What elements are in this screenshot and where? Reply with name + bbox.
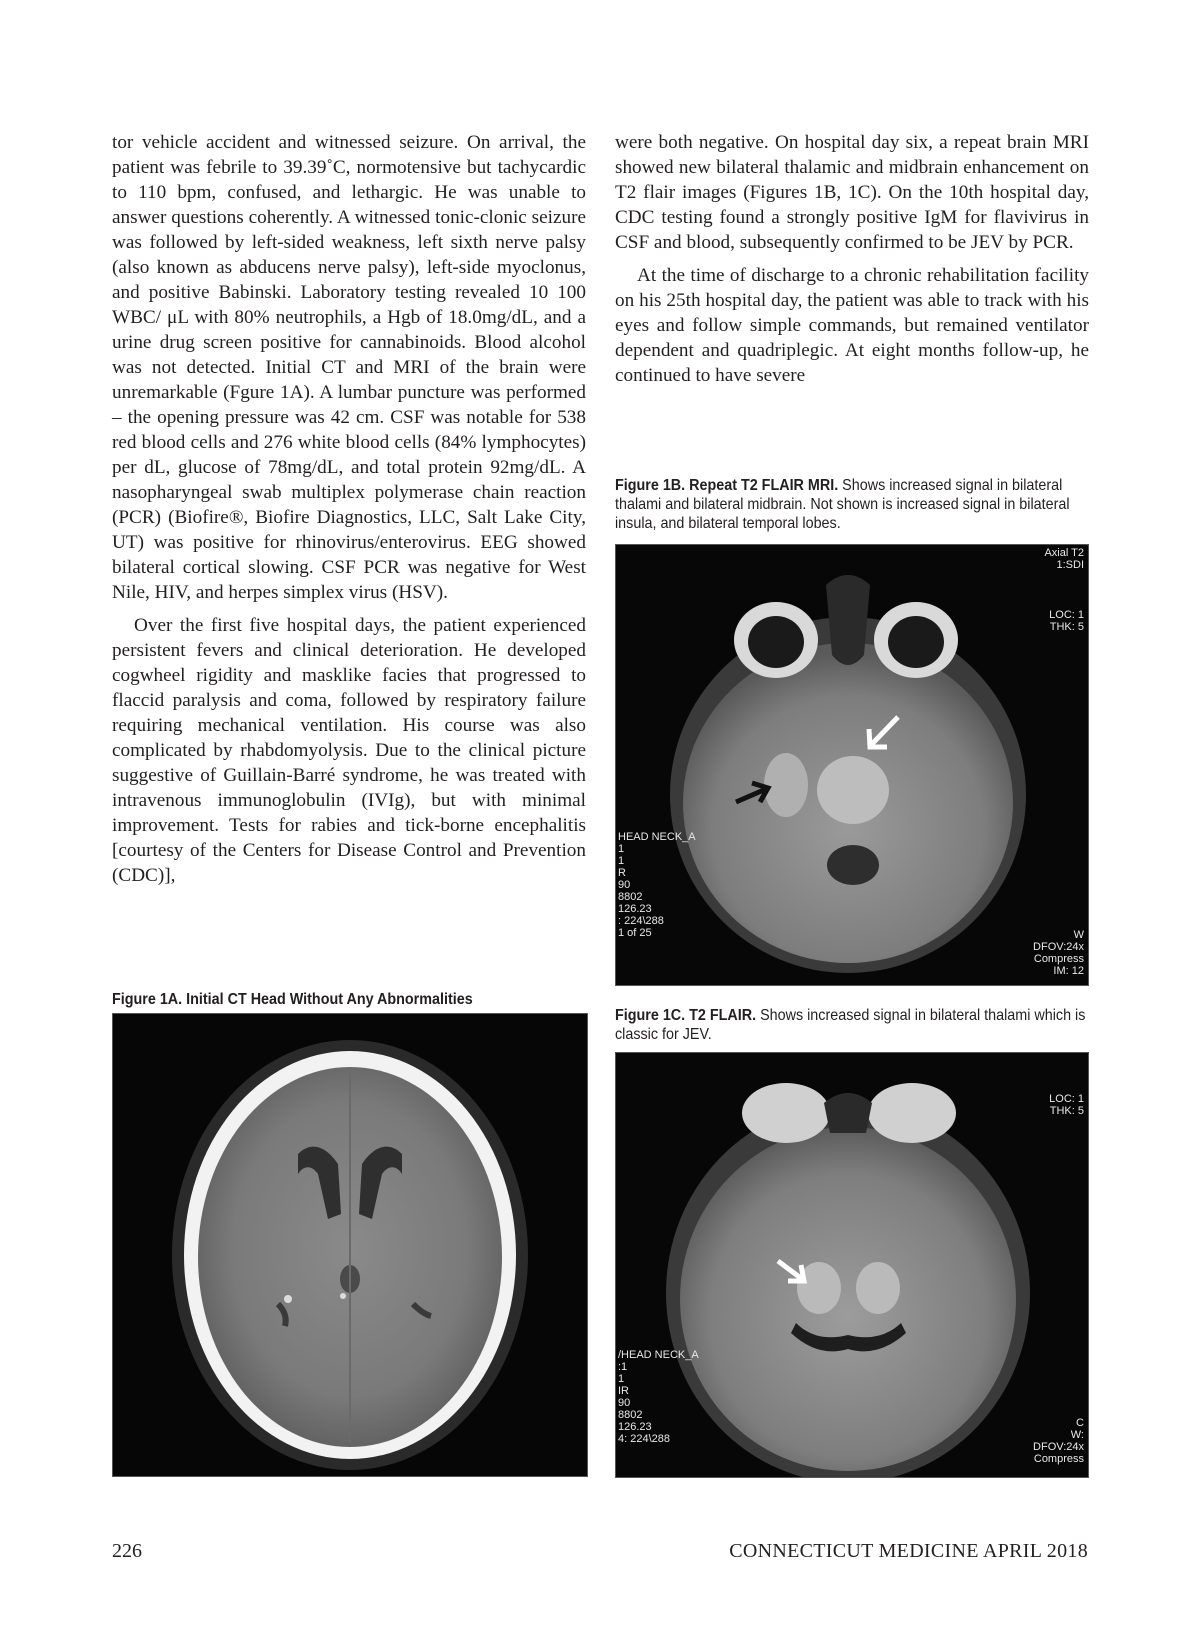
figure-1b-caption-title: Figure 1B. Repeat T2 FLAIR MRI. [615, 477, 839, 494]
mri-overlay-location: LOC: 1 THK: 5 [1049, 609, 1084, 633]
figure-1b-caption [615, 476, 1087, 533]
left-text-column [112, 130, 586, 888]
mri-overlay-params: /HEAD NECK_A :1 1 IR 90 8802 126.23 4: 224\288 [618, 1349, 699, 1445]
ct-head-scan [113, 1014, 587, 1476]
figure-1b-caption-text: Shows increased signal in bilateral thalami and bilateral midbrain. Not shown is increased signal in bilateral insula, and bilateral temporal lobes. [615, 477, 1070, 532]
figure-1b-mri-image [615, 544, 1089, 986]
figure-1a-caption: Figure 1A. Initial CT Head Without Any Abnormalities [112, 991, 473, 1008]
journal-footer: CONNECTICUT MEDICINE APRIL 2018 [729, 1540, 1088, 1562]
figure-1a-ct-image [112, 1013, 588, 1477]
figure-1c-caption-text: Shows increased signal in bilateral thalami which is classic for JEV. [615, 1007, 1086, 1043]
figure-1c-caption-title: Figure 1C. T2 FLAIR. [615, 1007, 757, 1024]
right-text-column [615, 130, 1089, 388]
page-number: 226 [112, 1540, 142, 1562]
mri-overlay-location: LOC: 1 THK: 5 [1049, 1093, 1084, 1117]
body-paragraph: were both negative. On hospital day six, a repeat brain MRI showed new bilateral thalamic and midbrain enhancement on T2 flair images (Figures 1B, 1C). On the 10th hospital day, CDC testing found a strongly positive IgM for flavivirus in CSF and blood, subsequently confirmed to be JEV by PCR. [615, 132, 1089, 253]
figure-1c-mri-image [615, 1052, 1089, 1478]
mri-overlay-display: W DFOV:24x Compress IM: 12 [1033, 929, 1084, 977]
figure-1c-caption [615, 1006, 1087, 1044]
mri-overlay-display: C W: DFOV:24x Compress [1033, 1417, 1084, 1465]
mri-overlay-series: Axial T2 1:SDI [1044, 547, 1084, 571]
body-paragraph: At the time of discharge to a chronic rehabilitation facility on his 25th hospital day, the patient was able to track with his eyes and follow simple commands, but remained ventilator dependent and quadriplegic. At eight months follow-up, he continued to have severe [615, 265, 1089, 386]
body-paragraph: Over the first five hospital days, the patient experienced persistent fevers and clinical deterioration. He developed cogwheel rigidity and masklike facies that progressed to flaccid paralysis and coma, followed by respiratory failure requiring mechanical ventilation. His course was also complicated by rhabdomyolysis. Due to the clinical picture suggestive of Guillain-Barré syndrome, he was treated with intravenous immunoglobulin (IVIg), but with minimal improvement. Tests for rabies and tick-borne encephalitis [courtesy of the Centers for Disease Control and Prevention (CDC)], [112, 615, 586, 886]
mri-overlay-params: HEAD NECK_A 1 1 R 90 8802 126.23 : 224\288 1 of 25 [618, 831, 696, 939]
body-paragraph: tor vehicle accident and witnessed seizure. On arrival, the patient was febrile to 39.39˚C, normotensive but tachycardic to 110 bpm, confused, and lethargic. He was unable to answer questions coherently. A witnessed tonic-clonic seizure was followed by left-sided weakness, left sixth nerve palsy (also known as abducens nerve palsy), left-side myoclonus, and positive Babinski. Laboratory testing revealed 10 100 WBC/ μL with 80% neutrophils, a Hgb of 18.0mg/dL, and a urine drug screen positive for cannabinoids. Blood alcohol was not detected. Initial CT and MRI of the brain were unremarkable (Fgure 1A). A lumbar puncture was performed – the opening pressure was 42 cm. CSF was notable for 538 red blood cells and 276 white blood cells (84% lymphocytes) per dL, glucose of 78mg/dL, and total protein 92mg/dL. A nasopharyngeal swab multiplex polymerase chain reaction (PCR) (Biofire®, Biofire Diagnostics, LLC, Salt Lake City, UT) was positive for rhinovirus/enterovirus. EEG showed bilateral cortical slowing. CSF PCR was negative for West Nile, HIV, and herpes simplex virus (HSV). [112, 132, 586, 603]
